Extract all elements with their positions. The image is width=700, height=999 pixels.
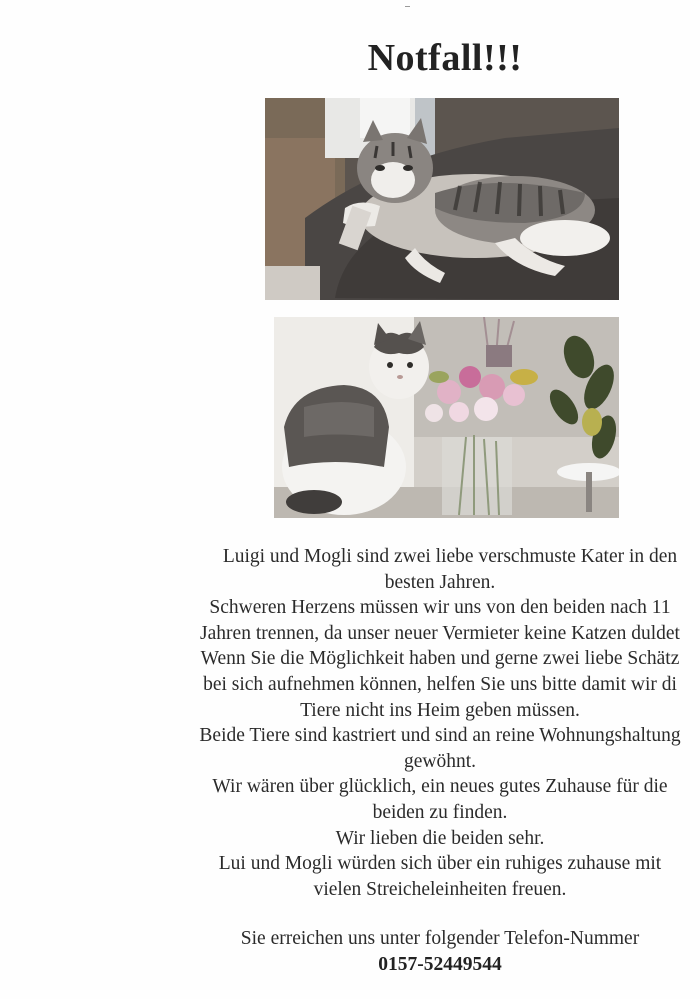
body-line: Tiere nicht ins Heim geben müssen. (300, 699, 580, 721)
cat-on-sofa-photo (265, 98, 619, 300)
body-line: bei sich aufnehmen können, helfen Sie uns bitte damit wir di (203, 673, 677, 695)
body-line: Wir wären über glücklich, ein neues gutes Zuhause für die (212, 776, 668, 798)
body-line: Wenn Sie die Möglichkeit haben und gerne zwei liebe Schätz (200, 648, 680, 670)
body-line: besten Jahren. (384, 571, 496, 593)
body-line: Lui und Mogli würden sich über ein ruhiges zuhause mit (218, 853, 662, 875)
spacer (160, 902, 700, 926)
cat-with-flowers-photo (274, 317, 619, 518)
body-line: Wir lieben die beiden sehr. (335, 827, 545, 849)
body-line: Schweren Herzens müssen wir uns von den beiden nach 11 (209, 597, 671, 619)
contact-label: Sie erreichen uns unter folgender Telefon-Nummer (240, 928, 640, 950)
scan-speck (405, 6, 410, 7)
body-line: Luigi und Mogli sind zwei liebe verschmuste Kater in den (222, 546, 678, 567)
page-title: Notfall!!! (367, 37, 523, 79)
body-line: Beide Tiere sind kastriert und sind an reine Wohnungshaltung (199, 725, 681, 747)
contact-phone: 0157-52449544 (378, 953, 502, 975)
flyer-body-text (160, 544, 700, 978)
body-line: beiden zu finden. (372, 801, 508, 823)
body-line: vielen Streicheleinheiten freuen. (313, 878, 567, 900)
body-line: gewöhnt. (403, 750, 477, 772)
body-line: Jahren trennen, da unser neuer Vermieter keine Katzen duldet (200, 622, 680, 644)
